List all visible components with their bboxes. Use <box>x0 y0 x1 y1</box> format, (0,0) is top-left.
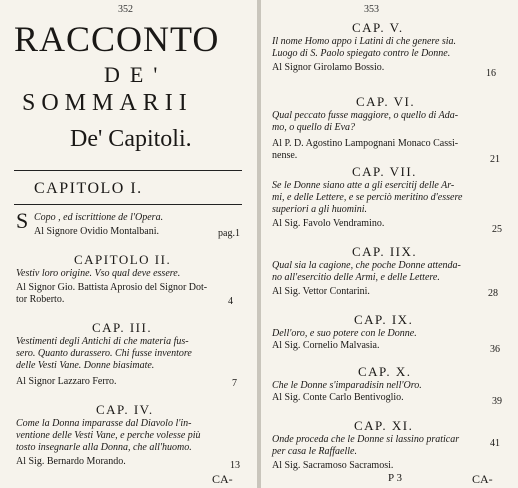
entry-dedication: Al Signor Gio. Battista Aprosio del Signor Dot- <box>16 282 208 293</box>
entry-page: 4 <box>228 296 233 307</box>
entry-page: 16 <box>486 68 496 79</box>
entry-page: 36 <box>490 344 500 355</box>
entry-text: Luogo di S. Paolo spiegato contro le Donne. <box>272 48 451 59</box>
heading-de: DE' <box>104 62 168 87</box>
chapter-heading: CAP. VII. <box>352 164 417 179</box>
heading-de-capitoli: De' Capitoli. <box>70 126 192 152</box>
entry-text: Qual sia la cagione, che poche Donne attenda- <box>272 260 461 271</box>
entry-text: Vestimenti degli Antichi di che materia fus- <box>16 336 189 347</box>
entry-dedication: Al Signor Lazzaro Ferro. <box>16 376 117 387</box>
entry-page: pag.1 <box>218 228 240 239</box>
chapter-heading: CAP. III. <box>92 320 153 335</box>
entry-text: mi, e delle Lettere, e se perciò meritino d'essere <box>272 192 463 203</box>
entry-dedication: Al Sig. Conte Carlo Bentivoglio. <box>272 392 404 403</box>
entry-dedication: Al Sig. Sacramoso Sacramosi. <box>272 460 394 471</box>
entry-text: sero. Quanto durassero. Chi fusse inventore <box>16 348 192 359</box>
entry-page: 41 <box>490 438 500 449</box>
entry-text: Onde proceda che le Donne si lassino praticar <box>272 434 460 445</box>
entry-page: 7 <box>232 378 237 389</box>
chapter-heading: CAP. IIX. <box>352 244 418 259</box>
entry-dedication: Al Signor Girolamo Bossio. <box>272 62 385 73</box>
divider-rule <box>14 170 242 171</box>
entry-text: Come la Donna imparasse dal Diavolo l'in- <box>16 418 192 429</box>
right-page <box>260 0 518 488</box>
chapter-title: CAPITOLO I. <box>34 180 143 197</box>
entry-dedication: nense. <box>272 150 298 161</box>
entry-text: ventione delle Vesti Vane, e perche volesse più <box>16 430 201 441</box>
chapter-heading: CAP. VI. <box>356 94 416 109</box>
entry-text: Il nome Homo appo i Latini di che genere sia. <box>272 36 457 47</box>
entry-page: 28 <box>488 288 498 299</box>
entry-dedication: Al Sig. Bernardo Morando. <box>16 456 126 467</box>
chapter-heading: CAP. V. <box>352 20 404 35</box>
entry-text: Qual peccato fusse maggiore, o quello di Ada- <box>272 110 459 121</box>
chapter-heading: CAP. IX. <box>354 312 414 327</box>
entry-page: 25 <box>492 224 502 235</box>
entry-text: no all'esercitio delle Armi, e delle Lettere. <box>272 272 440 283</box>
entry-page: 13 <box>230 460 240 471</box>
entry-dedication: Al Signore Ovidio Montalbani. <box>34 226 159 237</box>
drop-cap: S <box>16 208 29 233</box>
heading-sommarii: SOMMARII <box>22 90 193 116</box>
entry-dedication: Al Sig. Vettor Contarini. <box>272 286 370 297</box>
chapter-heading: CAP. IV. <box>96 402 154 417</box>
divider-rule <box>14 204 242 205</box>
entry-dedication: tor Roberto. <box>16 294 65 305</box>
entry-dedication: Al Sig. Favolo Vendramino. <box>272 218 385 229</box>
entry-text: Dell'oro, e suo potere con le Donne. <box>272 328 417 339</box>
entry-text: Copo , ed iscrittione de l'Opera. <box>34 212 164 223</box>
page-number: 352 <box>118 4 133 15</box>
entry-page: 21 <box>490 154 500 165</box>
chapter-heading: CAPITOLO II. <box>74 252 172 267</box>
heading-racconto: RACCONTO <box>14 19 220 59</box>
entry-text: delle Vesti Vane. Donne biasimate. <box>16 360 155 371</box>
entry-text: mo, o quello di Eva? <box>272 122 356 133</box>
entry-text: superiori a gli huomini. <box>272 204 368 215</box>
entry-dedication: Al P. D. Agostino Lampognani Monaco Cassi- <box>272 138 459 149</box>
signature-mark: P 3 <box>388 472 402 484</box>
entry-text: Se le Donne siano atte a gli esercitij delle Ar- <box>272 180 455 191</box>
entry-text: tosto insegnarle alla Donna, che all'huomo. <box>16 442 192 453</box>
entry-dedication: Al Sig. Cornelio Malvasia. <box>272 340 380 351</box>
catchword: CA- <box>472 472 493 486</box>
left-page <box>0 0 258 488</box>
chapter-heading: CAP. XI. <box>354 418 414 433</box>
chapter-heading: CAP. X. <box>358 364 412 379</box>
entry-page: 39 <box>492 396 502 407</box>
catchword: CA- <box>212 472 233 486</box>
entry-text: per casa le Raffaelle. <box>272 446 357 457</box>
page-number: 353 <box>364 4 379 15</box>
entry-text: Che le Donne s'imparadisin nell'Oro. <box>272 380 422 391</box>
entry-text: Vestiv loro origine. Vso qual deve essere. <box>16 268 181 279</box>
